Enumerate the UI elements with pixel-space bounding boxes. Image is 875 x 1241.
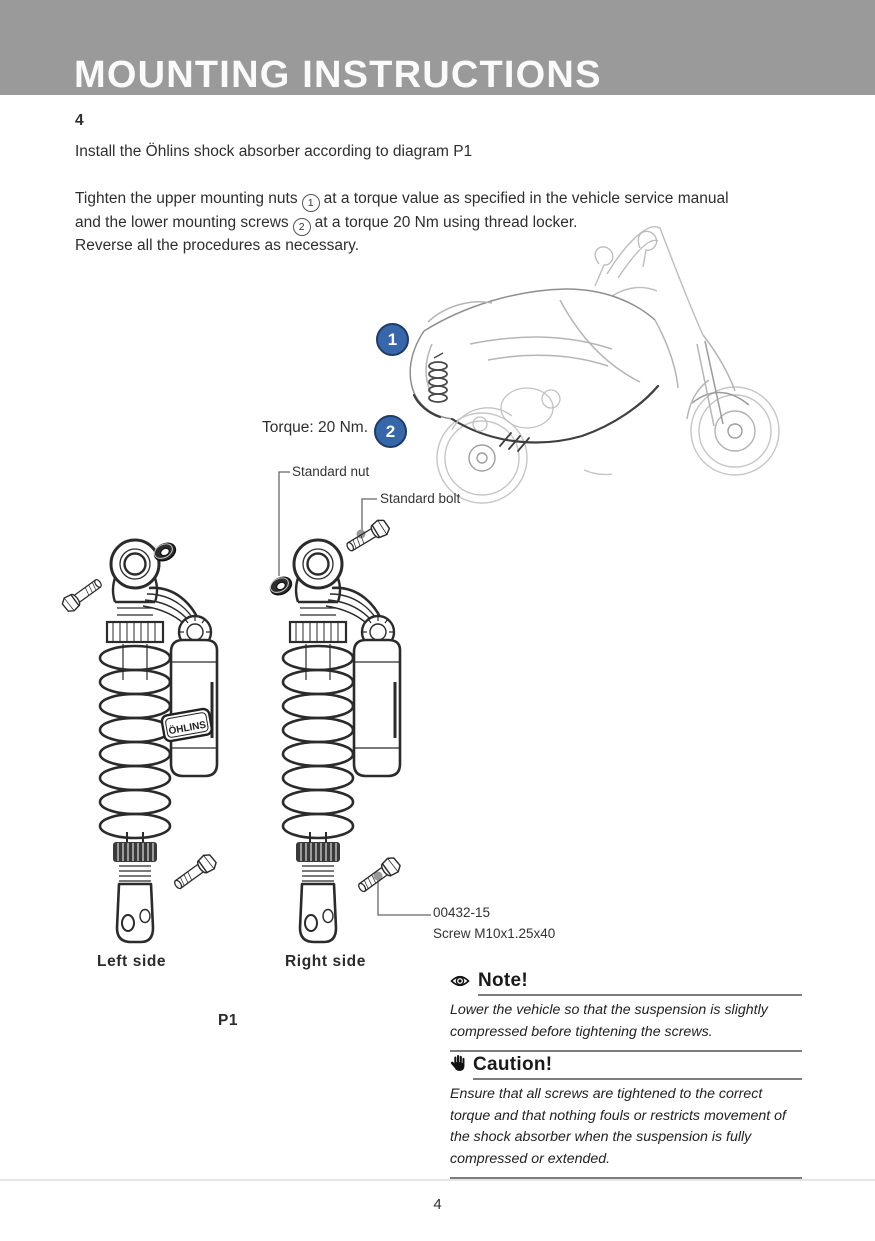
step-number: 4 — [75, 112, 84, 129]
note-body: Lower the vehicle so that the suspension is slightly compressed before tightening the screws. — [450, 996, 802, 1052]
note-title: Note! — [478, 970, 529, 991]
page-title: MOUNTING INSTRUCTIONS — [74, 54, 602, 96]
callout-badge-2: 2 — [374, 415, 407, 448]
standard-nut — [268, 574, 295, 598]
shock-absorber-right — [283, 540, 400, 942]
scooter-shock-spring — [429, 353, 447, 402]
page-number: 4 — [433, 1196, 442, 1213]
screw-part-number: 00432-15 — [433, 905, 491, 920]
callout-2-inline: 2 — [293, 218, 311, 236]
torque-label: Torque: 20 Nm. — [262, 419, 368, 436]
caution-section — [450, 1054, 802, 1179]
standard-bolt — [344, 517, 392, 555]
screw-spec: Screw M10x1.25x40 — [433, 926, 556, 941]
standard-nut-label: Standard nut — [292, 464, 370, 479]
caution-body: Ensure that all screws are tightened to the correct torque and that nothing fouls or restricts movement of the shock absorber when the suspension is fully compressed or extended. — [450, 1080, 802, 1179]
eye-icon — [450, 974, 470, 996]
lower-bolt-left — [171, 852, 218, 893]
windscreen-and-mirrors — [595, 227, 703, 335]
shock-absorber-left — [100, 540, 217, 942]
step-intro: Install the Öhlins shock absorber according to diagram P1 — [75, 143, 473, 160]
scooter-illustration — [410, 227, 779, 503]
upper-left-bolt — [60, 575, 105, 614]
note-section — [450, 970, 802, 1052]
torque-paragraph-line3: Reverse all the procedures as necessary. — [75, 237, 360, 255]
torque-paragraph-line1: Tighten the upper mounting nuts 1 at a torque value as specified in the vehicle service manual — [75, 187, 729, 211]
caution-title: Caution! — [473, 1054, 553, 1075]
right-side-label: Right side — [285, 953, 366, 970]
svg-text:ÖHLINS: ÖHLINS — [167, 719, 207, 738]
callout-badge-1: 1 — [376, 323, 409, 356]
figure-ref-label: P1 — [218, 1012, 238, 1029]
note-heading — [450, 970, 802, 996]
callout-1-inline: 1 — [302, 194, 320, 212]
footer-divider — [0, 1179, 875, 1181]
hand-icon — [450, 1054, 465, 1080]
standard-bolt-label: Standard bolt — [380, 491, 461, 506]
caution-heading — [450, 1054, 802, 1080]
left-side-label: Left side — [97, 953, 167, 970]
torque-paragraph-line2: and the lower mounting screws 2 at a torque 20 Nm using thread locker. — [75, 211, 729, 235]
scooter-body — [410, 289, 749, 426]
